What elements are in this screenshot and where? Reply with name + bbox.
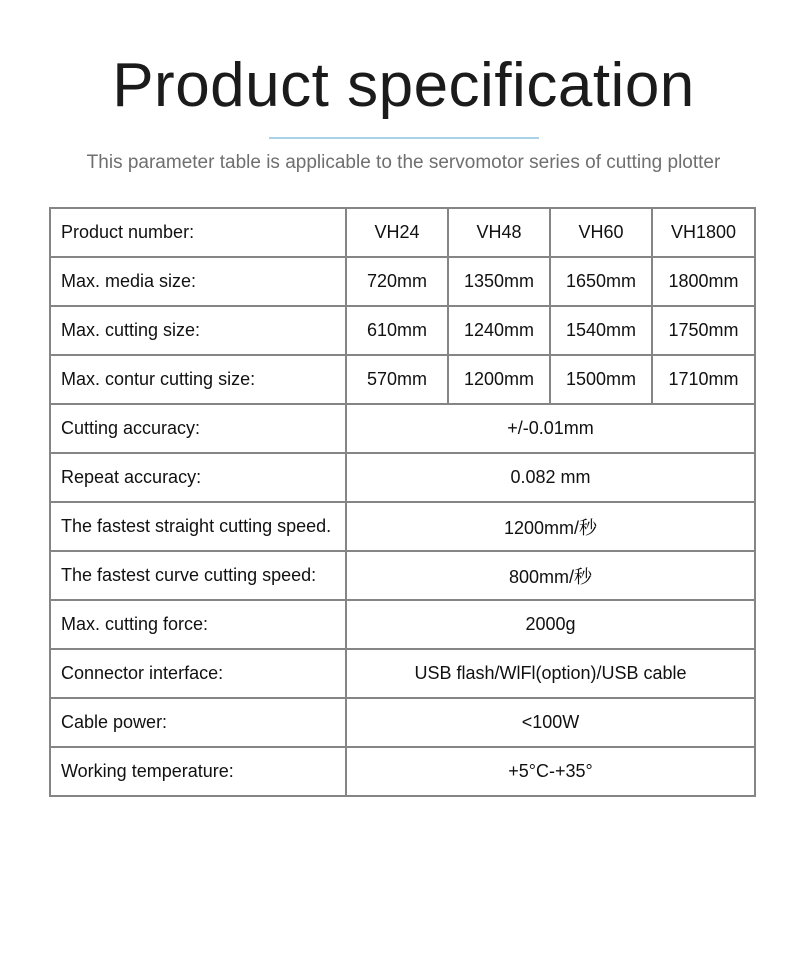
title-underline: [269, 137, 539, 139]
row-label: Cutting accuracy:: [50, 404, 346, 453]
page-title: Product specification: [112, 51, 695, 120]
cell-value: 1500mm: [550, 355, 652, 404]
table-row: [50, 747, 755, 796]
cell-value: VH24: [346, 208, 448, 257]
cell-value: 1650mm: [550, 257, 652, 306]
cell-value: +/-0.01mm: [346, 404, 755, 453]
cell-value: 1540mm: [550, 306, 652, 355]
cell-value: 0.082 mm: [346, 453, 755, 502]
cell-value: 800mm/秒: [346, 551, 755, 600]
cell-value: VH48: [448, 208, 550, 257]
row-label: Cable power:: [50, 698, 346, 747]
table-row: [50, 649, 755, 698]
cell-value: 1350mm: [448, 257, 550, 306]
table-row: [50, 355, 755, 404]
row-label: The fastest curve cutting speed:: [50, 551, 346, 600]
row-label: Max. cutting force:: [50, 600, 346, 649]
row-label: The fastest straight cutting speed.: [50, 502, 346, 551]
row-label: Max. contur cutting size:: [50, 355, 346, 404]
table-row: [50, 600, 755, 649]
cell-value: USB flash/WlFl(option)/USB cable: [346, 649, 755, 698]
cell-value: 570mm: [346, 355, 448, 404]
row-label: Max. media size:: [50, 257, 346, 306]
table-row: [50, 551, 755, 600]
row-label: Repeat accuracy:: [50, 453, 346, 502]
cell-value: 1200mm: [448, 355, 550, 404]
cell-value: 2000g: [346, 600, 755, 649]
row-label: Connector interface:: [50, 649, 346, 698]
cell-value: 1200mm/秒: [346, 502, 755, 551]
cell-value: 610mm: [346, 306, 448, 355]
cell-value: 1800mm: [652, 257, 755, 306]
table-row: [50, 453, 755, 502]
page-subtitle: This parameter table is applicable to the servomotor series of cutting plotter: [86, 152, 721, 173]
table-row: [50, 306, 755, 355]
cell-value: VH60: [550, 208, 652, 257]
cell-value: 1710mm: [652, 355, 755, 404]
table-row: [50, 502, 755, 551]
row-label: Working temperature:: [50, 747, 346, 796]
table-row: [50, 208, 755, 257]
cell-value: <100W: [346, 698, 755, 747]
cell-value: 1240mm: [448, 306, 550, 355]
cell-value: +5°C-+35°: [346, 747, 755, 796]
table-row: [50, 698, 755, 747]
cell-value: VH1800: [652, 208, 755, 257]
spec-table: [49, 207, 756, 797]
cell-value: 1750mm: [652, 306, 755, 355]
cell-value: 720mm: [346, 257, 448, 306]
table-row: [50, 404, 755, 453]
table-row: [50, 257, 755, 306]
row-label: Max. cutting size:: [50, 306, 346, 355]
row-label: Product number:: [50, 208, 346, 257]
